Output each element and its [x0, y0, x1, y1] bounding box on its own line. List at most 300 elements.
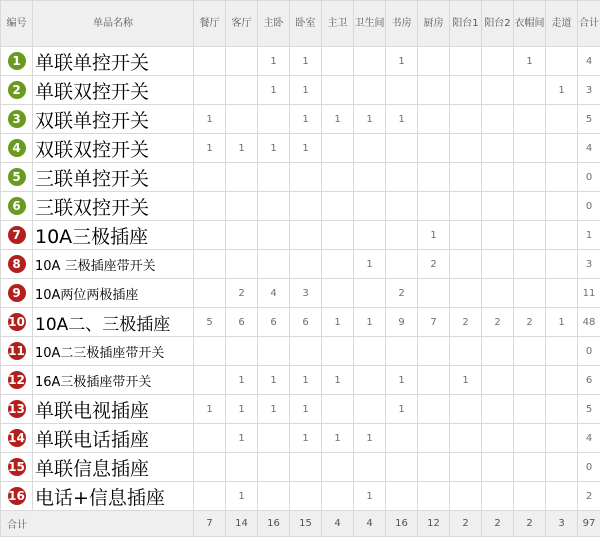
- row-total: 3: [578, 250, 600, 279]
- count-balcony-1: [450, 482, 482, 511]
- count-living-room: 1: [226, 424, 258, 453]
- header-bedroom: 卧室: [290, 1, 322, 47]
- count-kitchen: [418, 134, 450, 163]
- table-row: [1, 76, 600, 105]
- count-bedroom: [290, 337, 322, 366]
- count-bedroom: 6: [290, 308, 322, 337]
- count-study: [386, 453, 418, 482]
- count-bathroom: 1: [354, 482, 386, 511]
- count-study: 9: [386, 308, 418, 337]
- count-dining-room: [194, 279, 226, 308]
- count-balcony-2: [482, 163, 514, 192]
- count-master-bedroom: 1: [258, 76, 290, 105]
- count-cloakroom: [514, 337, 546, 366]
- header-row: [1, 1, 600, 47]
- total-bedroom: 15: [290, 511, 322, 537]
- count-bathroom: [354, 76, 386, 105]
- item-name: 单联电视插座: [33, 395, 194, 424]
- header-corridor: 走道: [546, 1, 578, 47]
- count-master-bathroom: [322, 453, 354, 482]
- count-master-bathroom: [322, 337, 354, 366]
- count-dining-room: [194, 250, 226, 279]
- row-total: 4: [578, 134, 600, 163]
- count-study: [386, 424, 418, 453]
- count-living-room: 1: [226, 366, 258, 395]
- count-master-bathroom: [322, 192, 354, 221]
- row-number-cell: [1, 192, 33, 221]
- count-master-bathroom: [322, 221, 354, 250]
- count-balcony-1: [450, 76, 482, 105]
- number-badge: 16: [8, 489, 25, 503]
- count-living-room: [226, 453, 258, 482]
- header-study: 书房: [386, 1, 418, 47]
- table-row: [1, 192, 600, 221]
- count-master-bedroom: [258, 482, 290, 511]
- number-badge: 1: [8, 52, 26, 70]
- count-corridor: [546, 105, 578, 134]
- number-badge: 4: [8, 139, 26, 157]
- table-row: [1, 134, 600, 163]
- count-bedroom: [290, 163, 322, 192]
- total-balcony-1: 2: [450, 511, 482, 537]
- table-row: [1, 424, 600, 453]
- count-bathroom: [354, 47, 386, 76]
- count-kitchen: [418, 424, 450, 453]
- count-balcony-1: [450, 424, 482, 453]
- count-study: [386, 482, 418, 511]
- row-total: 5: [578, 105, 600, 134]
- item-name: 16A三极插座带开关: [33, 366, 194, 395]
- count-dining-room: 1: [194, 105, 226, 134]
- count-master-bedroom: 1: [258, 366, 290, 395]
- header-living-room: 客厅: [226, 1, 258, 47]
- count-cloakroom: [514, 250, 546, 279]
- count-balcony-2: [482, 453, 514, 482]
- table-row: [1, 47, 600, 76]
- count-kitchen: 7: [418, 308, 450, 337]
- count-kitchen: [418, 366, 450, 395]
- count-balcony-2: [482, 192, 514, 221]
- count-dining-room: 5: [194, 308, 226, 337]
- count-bedroom: [290, 221, 322, 250]
- count-balcony-2: [482, 395, 514, 424]
- count-balcony-2: [482, 250, 514, 279]
- count-dining-room: [194, 482, 226, 511]
- count-cloakroom: [514, 279, 546, 308]
- total-corridor: 3: [546, 511, 578, 537]
- count-bedroom: 1: [290, 134, 322, 163]
- count-kitchen: [418, 337, 450, 366]
- count-living-room: 2: [226, 279, 258, 308]
- count-balcony-1: [450, 221, 482, 250]
- count-corridor: [546, 163, 578, 192]
- count-study: [386, 337, 418, 366]
- count-dining-room: 1: [194, 134, 226, 163]
- row-total: 3: [578, 76, 600, 105]
- count-kitchen: [418, 279, 450, 308]
- row-total: 0: [578, 337, 600, 366]
- count-master-bedroom: [258, 453, 290, 482]
- count-balcony-1: [450, 453, 482, 482]
- count-master-bedroom: [258, 163, 290, 192]
- count-master-bathroom: [322, 395, 354, 424]
- count-living-room: [226, 192, 258, 221]
- count-kitchen: [418, 105, 450, 134]
- count-bedroom: 1: [290, 105, 322, 134]
- row-total: 1: [578, 221, 600, 250]
- header-bathroom: 卫生间: [354, 1, 386, 47]
- count-master-bathroom: [322, 163, 354, 192]
- header-total: 合计: [578, 1, 600, 47]
- count-kitchen: [418, 453, 450, 482]
- header-balcony-1: 阳台1: [450, 1, 482, 47]
- count-bedroom: [290, 482, 322, 511]
- table-row: [1, 395, 600, 424]
- count-kitchen: 2: [418, 250, 450, 279]
- count-bathroom: 1: [354, 250, 386, 279]
- count-corridor: [546, 134, 578, 163]
- count-balcony-1: [450, 337, 482, 366]
- number-badge: 9: [8, 284, 26, 302]
- count-dining-room: [194, 366, 226, 395]
- table-row: [1, 221, 600, 250]
- total-master-bedroom: 16: [258, 511, 290, 537]
- count-bedroom: 1: [290, 395, 322, 424]
- row-number-cell: [1, 453, 33, 482]
- total-study: 16: [386, 511, 418, 537]
- count-corridor: [546, 366, 578, 395]
- number-badge: 5: [8, 168, 26, 186]
- number-badge: 12: [8, 373, 25, 387]
- count-living-room: [226, 163, 258, 192]
- table-row: [1, 163, 600, 192]
- count-dining-room: [194, 221, 226, 250]
- count-dining-room: 1: [194, 395, 226, 424]
- count-master-bedroom: [258, 424, 290, 453]
- count-living-room: [226, 76, 258, 105]
- grand-total: 97: [578, 511, 600, 537]
- count-study: [386, 134, 418, 163]
- item-name: 三联双控开关: [33, 192, 194, 221]
- item-name: 单联信息插座: [33, 453, 194, 482]
- count-study: [386, 192, 418, 221]
- item-name: 单联单控开关: [33, 47, 194, 76]
- header-name: 单品名称: [33, 1, 194, 47]
- table-row: [1, 482, 600, 511]
- count-corridor: [546, 337, 578, 366]
- count-master-bathroom: 1: [322, 308, 354, 337]
- number-badge: 11: [8, 344, 25, 358]
- count-cloakroom: [514, 424, 546, 453]
- count-kitchen: 1: [418, 221, 450, 250]
- row-total: 2: [578, 482, 600, 511]
- number-badge: 14: [8, 431, 25, 445]
- count-bathroom: [354, 395, 386, 424]
- count-cloakroom: 2: [514, 308, 546, 337]
- count-master-bedroom: 4: [258, 279, 290, 308]
- count-bathroom: [354, 453, 386, 482]
- count-master-bathroom: [322, 47, 354, 76]
- count-living-room: 1: [226, 482, 258, 511]
- count-study: 1: [386, 47, 418, 76]
- count-master-bedroom: 1: [258, 134, 290, 163]
- number-badge: 2: [8, 81, 26, 99]
- count-bathroom: [354, 366, 386, 395]
- count-dining-room: [194, 163, 226, 192]
- table-row: [1, 279, 600, 308]
- item-name: 双联单控开关: [33, 105, 194, 134]
- count-cloakroom: [514, 366, 546, 395]
- table-row: [1, 105, 600, 134]
- count-balcony-1: [450, 134, 482, 163]
- count-master-bathroom: [322, 76, 354, 105]
- count-cloakroom: [514, 105, 546, 134]
- number-badge: 8: [8, 255, 26, 273]
- item-name: 10A二、三极插座: [33, 308, 194, 337]
- count-dining-room: [194, 424, 226, 453]
- count-bathroom: 1: [354, 424, 386, 453]
- row-total: 0: [578, 163, 600, 192]
- count-balcony-1: [450, 105, 482, 134]
- count-cloakroom: [514, 163, 546, 192]
- count-living-room: 6: [226, 308, 258, 337]
- header-master-bedroom: 主卧: [258, 1, 290, 47]
- count-master-bedroom: [258, 105, 290, 134]
- count-bathroom: [354, 192, 386, 221]
- count-master-bedroom: [258, 221, 290, 250]
- count-bathroom: [354, 279, 386, 308]
- count-balcony-2: [482, 482, 514, 511]
- row-total: 0: [578, 453, 600, 482]
- header-dining-room: 餐厅: [194, 1, 226, 47]
- count-bedroom: [290, 250, 322, 279]
- count-balcony-1: [450, 279, 482, 308]
- number-badge: 7: [8, 226, 26, 244]
- count-balcony-2: 2: [482, 308, 514, 337]
- count-master-bedroom: 1: [258, 47, 290, 76]
- count-bathroom: [354, 163, 386, 192]
- count-study: [386, 250, 418, 279]
- count-kitchen: [418, 482, 450, 511]
- count-master-bathroom: [322, 279, 354, 308]
- count-corridor: [546, 453, 578, 482]
- count-master-bathroom: 1: [322, 105, 354, 134]
- item-name: 双联双控开关: [33, 134, 194, 163]
- count-dining-room: [194, 192, 226, 221]
- count-master-bedroom: [258, 337, 290, 366]
- table-row: [1, 366, 600, 395]
- count-corridor: 1: [546, 308, 578, 337]
- count-bathroom: [354, 337, 386, 366]
- count-bathroom: 1: [354, 105, 386, 134]
- count-living-room: 1: [226, 134, 258, 163]
- row-total: 4: [578, 424, 600, 453]
- row-total: 4: [578, 47, 600, 76]
- count-master-bathroom: 1: [322, 366, 354, 395]
- item-name: 单联双控开关: [33, 76, 194, 105]
- row-number-cell: [1, 163, 33, 192]
- total-living-room: 14: [226, 511, 258, 537]
- count-bedroom: 1: [290, 424, 322, 453]
- total-balcony-2: 2: [482, 511, 514, 537]
- number-badge: 13: [8, 402, 25, 416]
- number-badge: 15: [8, 460, 25, 474]
- row-total: 11: [578, 279, 600, 308]
- row-number-cell: [1, 424, 33, 453]
- count-cloakroom: [514, 221, 546, 250]
- count-balcony-1: 2: [450, 308, 482, 337]
- count-living-room: [226, 250, 258, 279]
- count-living-room: [226, 337, 258, 366]
- count-corridor: [546, 192, 578, 221]
- count-study: 2: [386, 279, 418, 308]
- total-master-bathroom: 4: [322, 511, 354, 537]
- count-corridor: [546, 221, 578, 250]
- count-kitchen: [418, 76, 450, 105]
- item-name: 三联单控开关: [33, 163, 194, 192]
- header-master-bathroom: 主卫: [322, 1, 354, 47]
- row-total: 48: [578, 308, 600, 337]
- table-row: [1, 453, 600, 482]
- table-row: [1, 308, 600, 337]
- count-bedroom: 3: [290, 279, 322, 308]
- totals-row: [1, 511, 600, 537]
- total-cloakroom: 2: [514, 511, 546, 537]
- row-number-cell: [1, 337, 33, 366]
- count-dining-room: [194, 453, 226, 482]
- header-cloakroom: 衣帽间: [514, 1, 546, 47]
- table-row: [1, 337, 600, 366]
- count-living-room: [226, 105, 258, 134]
- header-kitchen: 厨房: [418, 1, 450, 47]
- count-living-room: 1: [226, 395, 258, 424]
- count-bathroom: 1: [354, 308, 386, 337]
- count-kitchen: [418, 163, 450, 192]
- count-master-bedroom: 1: [258, 395, 290, 424]
- row-total: 5: [578, 395, 600, 424]
- row-number-cell: [1, 221, 33, 250]
- count-corridor: [546, 482, 578, 511]
- count-balcony-2: [482, 424, 514, 453]
- count-bedroom: 1: [290, 366, 322, 395]
- count-balcony-2: [482, 366, 514, 395]
- count-bedroom: 1: [290, 47, 322, 76]
- count-bedroom: 1: [290, 76, 322, 105]
- table-row: [1, 250, 600, 279]
- count-living-room: [226, 47, 258, 76]
- row-total: 0: [578, 192, 600, 221]
- count-balcony-2: [482, 76, 514, 105]
- count-kitchen: [418, 192, 450, 221]
- item-name: 电话+信息插座: [33, 482, 194, 511]
- row-number-cell: [1, 482, 33, 511]
- totals-label: 合计: [1, 511, 194, 537]
- row-number-cell: [1, 105, 33, 134]
- count-balcony-1: [450, 395, 482, 424]
- count-cloakroom: [514, 482, 546, 511]
- count-cloakroom: 1: [514, 47, 546, 76]
- count-corridor: [546, 250, 578, 279]
- count-bedroom: [290, 453, 322, 482]
- row-number-cell: [1, 279, 33, 308]
- item-name: 10A三极插座: [33, 221, 194, 250]
- item-name: 单联电话插座: [33, 424, 194, 453]
- count-living-room: [226, 221, 258, 250]
- count-balcony-2: [482, 279, 514, 308]
- count-balcony-1: [450, 192, 482, 221]
- count-balcony-2: [482, 221, 514, 250]
- count-master-bathroom: 1: [322, 424, 354, 453]
- count-corridor: [546, 47, 578, 76]
- number-badge: 3: [8, 110, 26, 128]
- count-cloakroom: [514, 453, 546, 482]
- count-cloakroom: [514, 395, 546, 424]
- count-master-bathroom: [322, 482, 354, 511]
- item-name: 10A二三极插座带开关: [33, 337, 194, 366]
- count-master-bedroom: [258, 192, 290, 221]
- count-study: [386, 221, 418, 250]
- row-total: 6: [578, 366, 600, 395]
- count-master-bathroom: [322, 134, 354, 163]
- count-kitchen: [418, 395, 450, 424]
- count-study: 1: [386, 105, 418, 134]
- count-balcony-2: [482, 337, 514, 366]
- number-badge: 6: [8, 197, 26, 215]
- total-dining-room: 7: [194, 511, 226, 537]
- count-corridor: [546, 424, 578, 453]
- count-corridor: [546, 279, 578, 308]
- item-name: 10A 三极插座带开关: [33, 250, 194, 279]
- count-cloakroom: [514, 134, 546, 163]
- count-master-bedroom: [258, 250, 290, 279]
- row-number-cell: [1, 395, 33, 424]
- count-dining-room: [194, 47, 226, 76]
- count-master-bedroom: 6: [258, 308, 290, 337]
- count-balcony-1: [450, 47, 482, 76]
- count-study: 1: [386, 395, 418, 424]
- count-corridor: 1: [546, 76, 578, 105]
- count-balcony-2: [482, 47, 514, 76]
- count-balcony-1: [450, 163, 482, 192]
- row-number-cell: [1, 250, 33, 279]
- count-cloakroom: [514, 192, 546, 221]
- count-balcony-2: [482, 134, 514, 163]
- count-balcony-1: 1: [450, 366, 482, 395]
- count-balcony-2: [482, 105, 514, 134]
- row-number-cell: [1, 366, 33, 395]
- count-master-bathroom: [322, 250, 354, 279]
- total-kitchen: 12: [418, 511, 450, 537]
- count-corridor: [546, 395, 578, 424]
- count-cloakroom: [514, 76, 546, 105]
- count-balcony-1: [450, 250, 482, 279]
- count-study: [386, 76, 418, 105]
- count-study: 1: [386, 366, 418, 395]
- count-bathroom: [354, 221, 386, 250]
- count-bedroom: [290, 192, 322, 221]
- count-dining-room: [194, 76, 226, 105]
- count-bathroom: [354, 134, 386, 163]
- number-badge: 10: [8, 315, 25, 329]
- header-num: 编号: [1, 1, 33, 47]
- total-bathroom: 4: [354, 511, 386, 537]
- row-number-cell: [1, 47, 33, 76]
- count-kitchen: [418, 47, 450, 76]
- count-study: [386, 163, 418, 192]
- row-number-cell: [1, 308, 33, 337]
- item-name: 10A两位两极插座: [33, 279, 194, 308]
- count-dining-room: [194, 337, 226, 366]
